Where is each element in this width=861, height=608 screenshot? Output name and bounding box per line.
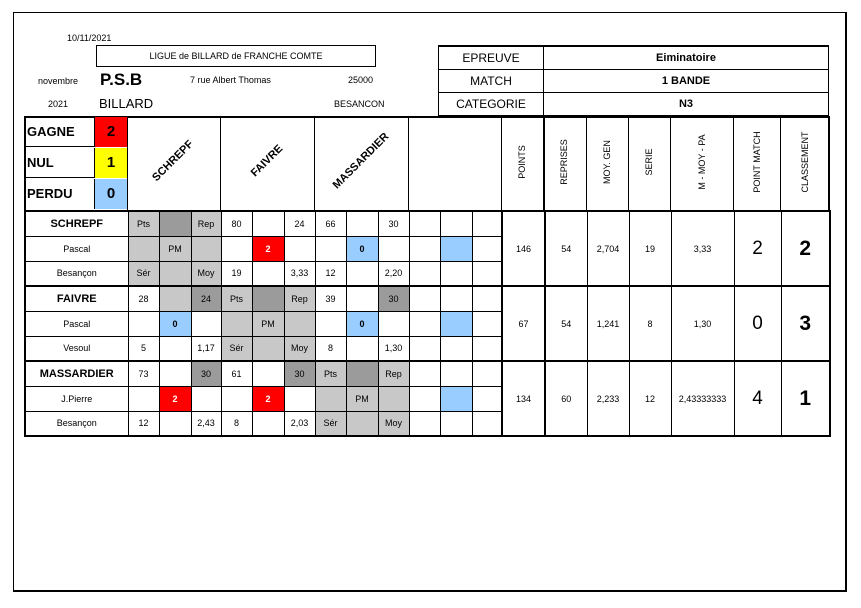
score-cell <box>440 311 472 336</box>
score-cell <box>191 386 221 411</box>
stat-point-match: 0 <box>734 286 781 361</box>
score-cell: 61 <box>221 361 252 386</box>
score-cell <box>346 411 378 436</box>
score-cell: Moy <box>378 411 409 436</box>
score-cell: PM <box>346 386 378 411</box>
stat-classement: 3 <box>781 286 830 361</box>
player-name: MASSARDIER <box>25 361 128 386</box>
score-cell <box>472 361 502 386</box>
score-cell <box>409 361 440 386</box>
score-cell <box>472 286 502 311</box>
score-cell <box>128 386 159 411</box>
score-cell <box>440 211 472 236</box>
score-cell <box>409 236 440 261</box>
draw-count: 1 <box>94 148 127 178</box>
score-cell <box>409 286 440 311</box>
score-cell <box>252 336 284 361</box>
player-name: FAIVRE <box>25 286 128 311</box>
score-cell <box>440 411 472 436</box>
score-cell <box>159 361 191 386</box>
stat-serie: 12 <box>629 361 671 436</box>
league-title: LIGUE de BILLARD de FRANCHE COMTE <box>96 45 376 67</box>
score-cell <box>191 236 221 261</box>
score-cell <box>346 211 378 236</box>
score-cell: Moy <box>284 336 315 361</box>
draw-label: NUL <box>27 155 54 170</box>
score-cell <box>409 386 440 411</box>
score-cell <box>440 236 472 261</box>
score-cell: 2 <box>252 236 284 261</box>
month: novembre <box>38 76 79 86</box>
stat-header: CLASSEMENT <box>800 131 810 193</box>
stat-points: 134 <box>502 361 545 436</box>
score-cell <box>252 211 284 236</box>
player-first-name: Pascal <box>25 311 128 336</box>
score-cell: Sér <box>221 336 252 361</box>
score-cell: 1,17 <box>191 336 221 361</box>
score-cell <box>159 286 191 311</box>
score-cell <box>159 211 191 236</box>
score-cell: 66 <box>315 211 346 236</box>
stat-m-moy-pa: 1,30 <box>671 286 734 361</box>
score-cell <box>159 411 191 436</box>
city: BESANCON <box>334 99 385 109</box>
score-cell <box>409 411 440 436</box>
club-code: P.S.B <box>100 70 143 89</box>
postcode: 25000 <box>348 75 374 85</box>
score-cell <box>346 361 378 386</box>
score-cell: 3,33 <box>284 261 315 286</box>
score-cell: Sér <box>128 261 159 286</box>
stat-classement: 1 <box>781 361 830 436</box>
stat-reprises: 54 <box>545 211 587 286</box>
score-cell <box>378 386 409 411</box>
score-cell <box>284 311 315 336</box>
stat-point-match: 4 <box>734 361 781 436</box>
score-cell: 24 <box>284 211 315 236</box>
score-cell <box>409 211 440 236</box>
stat-serie: 19 <box>629 211 671 286</box>
score-cell: Rep <box>378 361 409 386</box>
score-cell <box>440 286 472 311</box>
score-cell: 0 <box>159 311 191 336</box>
score-cell: PM <box>252 311 284 336</box>
score-cell <box>128 311 159 336</box>
score-cell: 12 <box>128 411 159 436</box>
info-key: CATEGORIE <box>439 93 544 117</box>
opponent-header: SCHREPF <box>150 138 196 184</box>
score-cell: 1,30 <box>378 336 409 361</box>
win-row <box>24 117 127 147</box>
score-cell <box>221 236 252 261</box>
score-cell: 80 <box>221 211 252 236</box>
score-cell: 2 <box>252 386 284 411</box>
stat-header: POINTS <box>517 145 527 179</box>
score-cell <box>315 311 346 336</box>
score-cell <box>346 336 378 361</box>
score-cell <box>440 336 472 361</box>
table-row <box>25 286 830 311</box>
score-cell: 30 <box>191 361 221 386</box>
info-value: N3 <box>544 93 829 117</box>
score-cell: 30 <box>284 361 315 386</box>
score-cell: 2,43 <box>191 411 221 436</box>
score-cell: PM <box>159 236 191 261</box>
score-cell <box>159 261 191 286</box>
score-cell <box>191 311 221 336</box>
stat-moy-gen: 1,241 <box>587 286 629 361</box>
score-cell: 30 <box>378 286 409 311</box>
score-cell: Rep <box>191 211 221 236</box>
score-cell: Rep <box>284 286 315 311</box>
score-cell: 2,20 <box>378 261 409 286</box>
stat-reprises: 60 <box>545 361 587 436</box>
stat-classement: 2 <box>781 211 830 286</box>
info-value: Eiminatoire <box>544 46 829 70</box>
score-cell <box>409 336 440 361</box>
stat-header: REPRISES <box>559 139 569 185</box>
stat-reprises: 54 <box>545 286 587 361</box>
score-cell <box>440 361 472 386</box>
score-cell <box>440 261 472 286</box>
score-cell: 5 <box>128 336 159 361</box>
score-cell: Pts <box>315 361 346 386</box>
stat-m-moy-pa: 3,33 <box>671 211 734 286</box>
score-cell <box>159 336 191 361</box>
date: 10/11/2021 <box>67 33 112 43</box>
loss-count: 0 <box>94 179 127 209</box>
win-count: 2 <box>94 117 127 147</box>
results-table <box>24 210 831 437</box>
score-cell <box>378 236 409 261</box>
stat-point-match: 2 <box>734 211 781 286</box>
player-city: Besançon <box>25 261 128 286</box>
address: 7 rue Albert Thomas <box>190 75 271 85</box>
opponent-header: MASSARDIER <box>330 130 392 192</box>
draw-row <box>24 148 127 178</box>
opponent-header: FAIVRE <box>248 142 286 180</box>
score-cell: 30 <box>378 211 409 236</box>
player-first-name: Pascal <box>25 236 128 261</box>
loss-row <box>24 179 127 209</box>
score-cell <box>472 261 502 286</box>
player-name: SCHREPF <box>25 211 128 236</box>
table-row <box>25 211 830 236</box>
score-cell <box>472 336 502 361</box>
score-cell <box>346 261 378 286</box>
score-cell <box>252 261 284 286</box>
score-cell: 24 <box>191 286 221 311</box>
score-cell <box>284 236 315 261</box>
score-cell <box>472 311 502 336</box>
stat-serie: 8 <box>629 286 671 361</box>
score-cell <box>472 236 502 261</box>
score-cell <box>346 286 378 311</box>
score-cell: 2,03 <box>284 411 315 436</box>
score-cell <box>128 236 159 261</box>
year: 2021 <box>48 99 69 109</box>
info-key: EPREUVE <box>439 46 544 70</box>
score-cell <box>409 261 440 286</box>
score-cell: 73 <box>128 361 159 386</box>
event-info-table <box>438 45 829 117</box>
score-cell: 2 <box>159 386 191 411</box>
score-cell: 39 <box>315 286 346 311</box>
score-cell: 28 <box>128 286 159 311</box>
loss-label: PERDU <box>27 186 73 201</box>
score-cell <box>378 311 409 336</box>
stat-header: M - MOY - PA <box>697 134 707 190</box>
score-cell <box>252 361 284 386</box>
info-key: MATCH <box>439 70 544 93</box>
table-row <box>25 361 830 386</box>
score-cell <box>221 311 252 336</box>
club-name: BILLARD <box>99 96 154 111</box>
score-cell: Pts <box>221 286 252 311</box>
score-cell: 0 <box>346 311 378 336</box>
score-cell <box>472 211 502 236</box>
stat-points: 67 <box>502 286 545 361</box>
score-cell: 0 <box>346 236 378 261</box>
stat-moy-gen: 2,704 <box>587 211 629 286</box>
score-cell: Moy <box>191 261 221 286</box>
stat-points: 146 <box>502 211 545 286</box>
player-city: Besançon <box>25 411 128 436</box>
score-cell: 8 <box>221 411 252 436</box>
score-cell: 12 <box>315 261 346 286</box>
stat-moy-gen: 2,233 <box>587 361 629 436</box>
score-cell <box>252 286 284 311</box>
score-cell: 8 <box>315 336 346 361</box>
score-cell <box>440 386 472 411</box>
score-cell <box>284 386 315 411</box>
score-cell: Sér <box>315 411 346 436</box>
stat-m-moy-pa: 2,43333333 <box>671 361 734 436</box>
score-cell <box>472 386 502 411</box>
stat-header: SERIE <box>644 148 654 176</box>
player-city: Vesoul <box>25 336 128 361</box>
win-label: GAGNE <box>27 124 75 139</box>
stat-header: POINT MATCH <box>752 131 762 193</box>
player-first-name: J.Pierre <box>25 386 128 411</box>
score-cell <box>315 236 346 261</box>
score-cell <box>315 386 346 411</box>
score-cell: Pts <box>128 211 159 236</box>
score-cell <box>409 311 440 336</box>
stat-header: MOY. GEN <box>602 140 612 184</box>
score-cell <box>472 411 502 436</box>
score-cell <box>252 411 284 436</box>
score-cell: 19 <box>221 261 252 286</box>
info-value: 1 BANDE <box>544 70 829 93</box>
score-cell <box>221 386 252 411</box>
